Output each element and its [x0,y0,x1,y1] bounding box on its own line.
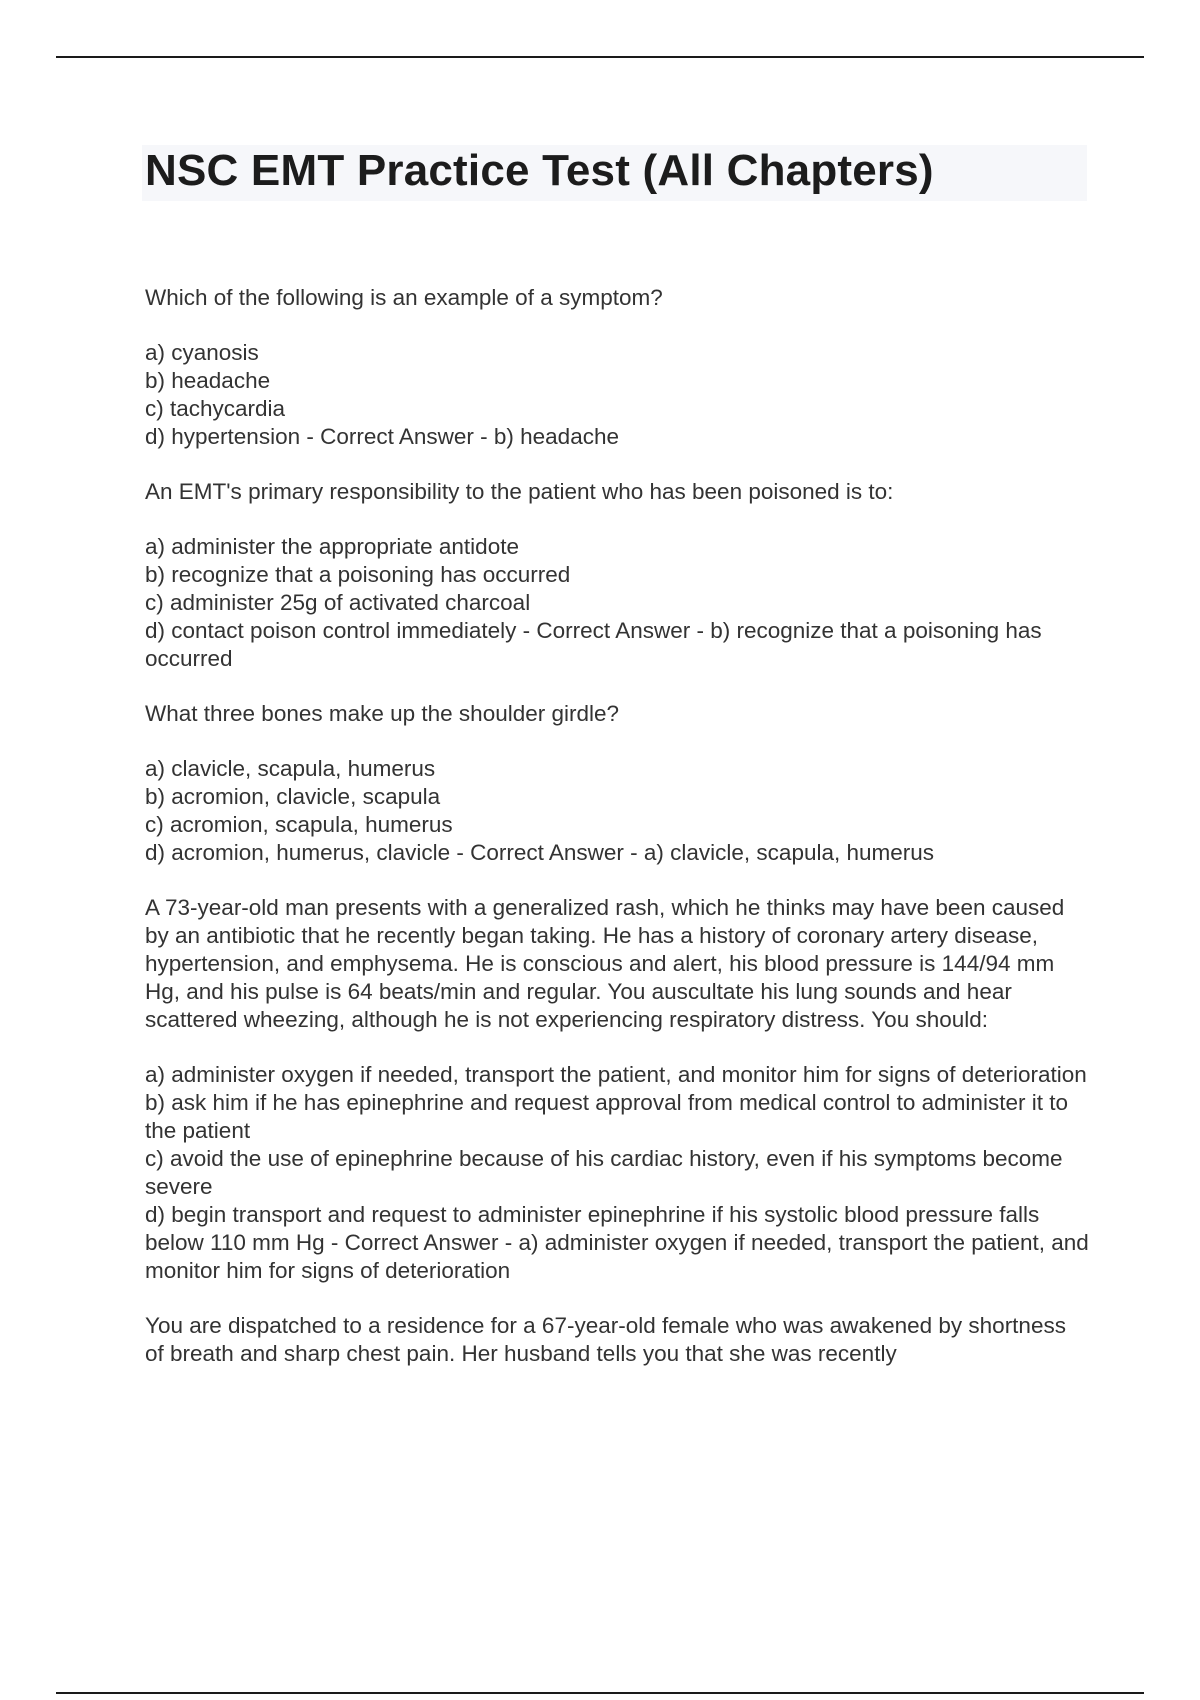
question-text: A 73-year-old man presents with a generalized rash, which he thinks may have been caused by an antibiotic that he recently began taking. He has a history of coronary artery disease, hypertension, and emphysema. He is conscious and alert, his blood pressure is 144/94 mm Hg, and his pulse is 64 beats/min and regular. You auscultate his lung sounds and hear scattered wheezing, although he is not experiencing respiratory distress. You should: [145,895,1065,1032]
answer-option-with-correct-answer: d) contact poison control immediately - Correct Answer - b) recognize that a poisoning has occurred [145,618,1042,671]
answer-option: b) ask him if he has epinephrine and request approval from medical control to administer it to the patient [145,1090,1068,1143]
question-text: Which of the following is an example of a symptom? [145,285,663,310]
answer-option: a) administer oxygen if needed, transport the patient, and monitor him for signs of deterioration [145,1062,1087,1087]
footer-divider [56,1692,1144,1694]
question-block-3 [145,700,1090,867]
question-text-continued: You are dispatched to a residence for a 67-year-old female who was awakened by shortness of breath and sharp chest pain. Her husband tells you that she was recently [145,1313,1066,1366]
answer-option: c) administer 25g of activated charcoal [145,590,531,615]
answer-option: c) avoid the use of epinephrine because of his cardiac history, even if his symptoms become severe [145,1146,1063,1199]
answer-option: c) acromion, scapula, humerus [145,812,453,837]
answer-option: b) recognize that a poisoning has occurred [145,562,571,587]
answer-option-with-correct-answer: d) acromion, humerus, clavicle - Correct Answer - a) clavicle, scapula, humerus [145,840,935,865]
question-block-1 [145,284,1090,451]
question-block-2 [145,478,1090,673]
answer-option: b) acromion, clavicle, scapula [145,784,441,809]
document-title: NSC EMT Practice Test (All Chapters) [145,146,934,195]
answer-option-with-correct-answer: d) hypertension - Correct Answer - b) headache [145,424,619,449]
answer-option: a) administer the appropriate antidote [145,534,519,559]
header-divider [56,56,1144,58]
question-text: What three bones make up the shoulder girdle? [145,701,620,726]
document-body [145,284,1090,1368]
answer-option-with-correct-answer: d) begin transport and request to administer epinephrine if his systolic blood pressure falls below 110 mm Hg - Correct Answer - a) administer oxygen if needed, transport the patient, and monitor him for signs of deterioration [145,1202,1089,1283]
answer-option: b) headache [145,368,271,393]
answer-option: a) cyanosis [145,340,259,365]
question-block-4 [145,894,1090,1285]
answer-option: a) clavicle, scapula, humerus [145,756,436,781]
question-text: An EMT's primary responsibility to the patient who has been poisoned is to: [145,479,894,504]
answer-option: c) tachycardia [145,396,286,421]
